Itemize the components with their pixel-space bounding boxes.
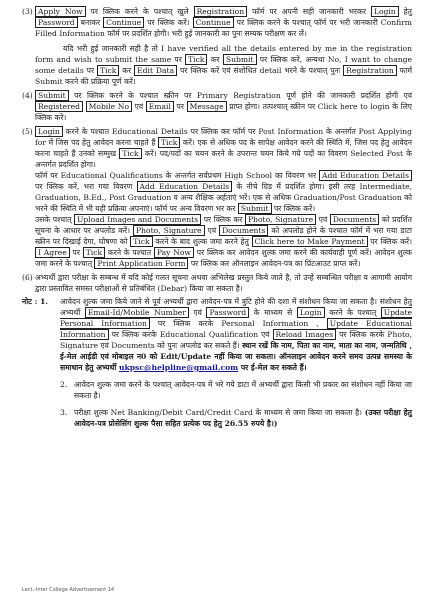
- documents-label: Documents: [219, 225, 268, 236]
- instruction-item-3: (3) Apply Now पर क्लिक करने के पश्चात् खुले Registration फॉर्म पर अपनी सही जानकारी भरकर Login हेतु Password बनाकर Continue पर क्लिक करें। Continue पर क्लिक करने के पश्चात् फॉर्म पर भरी जानकारी Confirm Filled Information फॉर्म पर प्रदर्शित होगी। भरी हुई जानकारी का पुनः सम्यक परीक्षण कर लें।: [22, 7, 412, 38]
- registration-label: Registration: [194, 6, 248, 17]
- mobile-no-label: Mobile No: [86, 101, 132, 112]
- add-education-details-label: Add Education Details: [137, 181, 233, 192]
- item-number: (5): [22, 127, 33, 136]
- note-1: नोट : 1. आवेदन शुल्क जमा किये जाने से पूर्व अभ्यर्थी द्वारा आवेदन-पत्र में त्रुटि होने की दशा में संशोधन किया जा सकता है। संशोधन हेतु अभ्यर्थी Email-Id/Mobile Number एवं Password के माध्यम से Login करने के पश्चात् Update Personal Information पर क्लिक करके Personal Information , Update Educational Information पर क्लिक करके Educational Qualification एवं Reload Images पर क्लिक करके Photo, Signature एवं Documents को पुनः अपलोड कर सकते हैं। स्थान रखें कि नाम, पिता का नाम, माता का नाम, जन्मतिथि , ई-मेल आईडी एवं मोबाइल न0 को Edit/Update नहीं किया जा सकता। ऑनलाइन आवेदन करने समय उत्पन्न समस्या के समाधान हेतु अभ्यर्थी ukpsc@helpline@gmail.com पर ई-मेल कर सकते हैं।: [22, 297, 413, 372]
- reload-images-label: Reload Images: [273, 329, 337, 340]
- submit-label: Submit: [223, 54, 257, 65]
- instruction-item-4: (4) Submit पर क्लिक करने के पश्चात स्क्रीन पर Primary Registration पूर्ण होने की जानकारी प्रदर्शित होगी एवं Registered Mobile No एवं Email पर Message प्राप्त होगा। तत्पश्चात् स्क्रीन पर Click here to login के लिए क्लिक करें।: [22, 91, 413, 122]
- message-label: Message: [187, 101, 227, 112]
- submit-label: Submit: [238, 203, 272, 214]
- tick-label: Tick: [158, 137, 180, 148]
- item-number: (3): [22, 7, 33, 16]
- note-number: 3.: [60, 408, 68, 417]
- photo-signature-label: Photo, Signature: [133, 225, 205, 236]
- i-agree-label: I Agree: [35, 247, 70, 258]
- login-label: Login: [35, 126, 63, 137]
- item-number: (6): [22, 273, 33, 282]
- login-label: Login: [371, 6, 399, 17]
- login-label: Login: [297, 307, 325, 318]
- registration-label: Registration: [343, 65, 397, 76]
- tick-label: Tick: [185, 54, 207, 65]
- page-footer: Lect.-Inter College Advertisement 14: [22, 587, 115, 593]
- instruction-item-6: (6) अभ्यर्थी द्वारा परीक्षा के सम्बन्ध में यदि कोई गलत सूचना अथवा अभिलेख प्रस्तुत किये जाते है, तो उन्हें सम्बन्धित परीक्षा व आगामी आयोग द्वारा प्रस्तावित समस्त परीक्षाओं से प्रतिबंधित (Debar) किया जा सकता है।: [22, 273, 412, 293]
- email-mobile-label: Email-Id/Mobile Number: [85, 307, 189, 318]
- item-number: (4): [22, 91, 33, 100]
- note-3: 3. परीक्षा शुल्क Net Banking/Debit Card/Credit Card के माध्यम से जमा किया जा सकता है। (उक्त परीक्षा हेतु आवेदन-पत्र प्रोसेसिंग शुल्क पैसा सहित प्रत्येक पद हेतु 26.55 रुपये है।): [60, 408, 412, 428]
- edit-data-label: Edit Data: [134, 65, 177, 76]
- upload-images-label: Upload Images and Documents: [74, 214, 201, 225]
- instruction-item-5: (5) Login करने के पश्चात Educational Details पर क्लिक कर फॉर्म पर Post Information के अन्तर्गत Post Applying for में जिस पद हेतु आवेदन करना चाहते हैं Tick करें। एक से अधिक पद के सापेक्ष आवेदन करने की स्थिति में, जिस पद हेतु आवेदन करना चाहते हैं उनको सम्मुख Tick करें। पद/पदों का चयन करने के उपरान्त चयन किये गये पदों का विवरण Selected Post के अन्तर्गत प्रदर्शित होगा। फॉर्म पर Educational Qualifications के अन्तर्गत सर्वप्रथम High School का विवरण भर Add Education Details पर क्लिक करें, भरा गया विवरण Add Education Details के नीचे ग्रिड में प्रदर्शित होगा। इसी तरह Intermediate, Graduation, B.Ed., Post Graduation व अन्य शैक्षिक अर्हताएं भरें। एक से अधिक Graduation/Post Graduation को भरने की स्थिति में भी यही प्रक्रिया अपनाएं। फॉर्म पर अन्य विवरण भर कर Submit पर क्लिक करें। उसके पश्चात् Upload Images and Documents पर क्लिक कर Photo, Signature एवं Documents को प्रदर्शित सूचना के आधार पर अपलोड करें। Photo, Signature एवं Documents को अपलोड होने के पश्चात फॉर्म में भरा गया डाटा स्क्रीन पर दिखाई देगा, घोषणा को Tick करने के बाद शुल्क जमा करने हेतु Click here to Make Payment पर क्लिक करें। I Agree पर Tick करने के पश्चात Pay Now पर क्लिक कर आवेदन शुल्क जमा करने की कार्यवाही पूर्ण करें। आवेदन शुल्क जमा करने के पश्चात् Print Application Form पर क्लिक कर ऑनलाइन आवेदन-पत्र का प्रिंटआउट प्राप्त करें।: [22, 127, 413, 268]
- tick-label: Tick: [97, 65, 119, 76]
- registered-label: Registered: [35, 101, 83, 112]
- add-education-details-label: Add Education Details: [319, 170, 412, 181]
- photo-signature-label: Photo, Signature: [245, 214, 316, 225]
- helpline-email-link[interactable]: ukpsc@helpline@gmail.com: [118, 363, 239, 372]
- password-label: Password: [35, 17, 78, 28]
- paragraph: यदि भरी हुई जानकारी सही है तो I have verified all the details entered by me in the registration form and wish to submit the same पर Tick कर Submit पर क्लिक करें, अन्यथा No, I want to change some details पर Tick कर Edit Data पर क्लिक करें एवं संशोधित detail भरने के पश्चात् पुनः Registration फार्म Submit करने की प्रक्रिया पूर्ण करें।: [35, 44, 413, 86]
- update-personal-info-label: Update Personal Information: [60, 308, 412, 328]
- note-number: 2.: [60, 380, 68, 389]
- make-payment-label: Click here to Make Payment: [252, 236, 368, 247]
- continue-label: Continue: [103, 17, 144, 28]
- apply-now-label: Apply Now: [35, 6, 86, 17]
- print-application-form-label: Print Application Form: [94, 258, 188, 269]
- password-label: Password: [206, 307, 249, 318]
- pay-now-label: Pay Now: [154, 247, 194, 258]
- submit-label: Submit: [35, 90, 69, 101]
- documents-label: Documents: [330, 214, 379, 225]
- continue-label: Continue: [193, 17, 234, 28]
- fee-note: (उक्त परीक्षा हेतु आवेदन-पत्र प्रोसेसिंग शुल्क पैसा सहित प्रत्येक पद हेतु 26.55 रुपये है।): [74, 408, 412, 428]
- note-label: नोट : 1.: [22, 297, 49, 306]
- update-educational-info-label: Update Educational Information: [60, 319, 412, 339]
- email-label: Email: [146, 101, 174, 112]
- tick-label: Tick: [119, 148, 141, 159]
- note-2: 2. आवेदन शुल्क जमा करने के पश्चात् आवेदन-पत्र में भरे गये डाटा में अभ्यर्थी द्वारा किसी भी प्रकार का संशोधन नहीं किया जा सकता है।: [60, 380, 412, 400]
- note-warning: स्थान रखें कि नाम, पिता का नाम, माता का नाम, जन्मतिथि , ई-मेल आईडी एवं मोबाइल न0 को Edit/Update नहीं किया जा सकता। ऑनलाइन आवेदन करने समय उत्पन्न समस्या के समाधान हेतु अभ्यर्थी: [60, 341, 412, 372]
- tick-label: Tick: [83, 247, 105, 258]
- instruction-item-3-para: [22, 43, 412, 87]
- tick-label: Tick: [130, 236, 152, 247]
- paragraph: उसके पश्चात् Upload Images and Documents पर क्लिक कर Photo, Signature एवं Documents को प्रदर्शित सूचना के आधार पर अपलोड करें। Photo, Signature एवं Documents को अपलोड होने के पश्चात फॉर्म में भरा गया डाटा स्क्रीन पर दिखाई देगा, घोषणा को Tick करने के बाद शुल्क जमा करने हेतु Click here to Make Payment पर क्लिक करें। I Agree पर Tick करने के पश्चात Pay Now पर क्लिक कर आवेदन शुल्क जमा करने की कार्यवाही पूर्ण करें। आवेदन शुल्क जमा करने के पश्चात् Print Application Form पर क्लिक कर ऑनलाइन आवेदन-पत्र का प्रिंटआउट प्राप्त करें।: [35, 215, 413, 268]
- paragraph: फॉर्म पर Educational Qualifications के अन्तर्गत सर्वप्रथम High School का विवरण भर Add Education Details पर क्लिक करें, भरा गया विवरण Add Education Details के नीचे ग्रिड में प्रदर्शित होगा। इसी तरह Intermediate, Graduation, B.Ed., Post Graduation व अन्य शैक्षिक अर्हताएं भरें। एक से अधिक Graduation/Post Graduation को भरने की स्थिति में भी यही प्रक्रिया अपनाएं। फॉर्म पर अन्य विवरण भर कर Submit पर क्लिक करें।: [35, 171, 412, 213]
